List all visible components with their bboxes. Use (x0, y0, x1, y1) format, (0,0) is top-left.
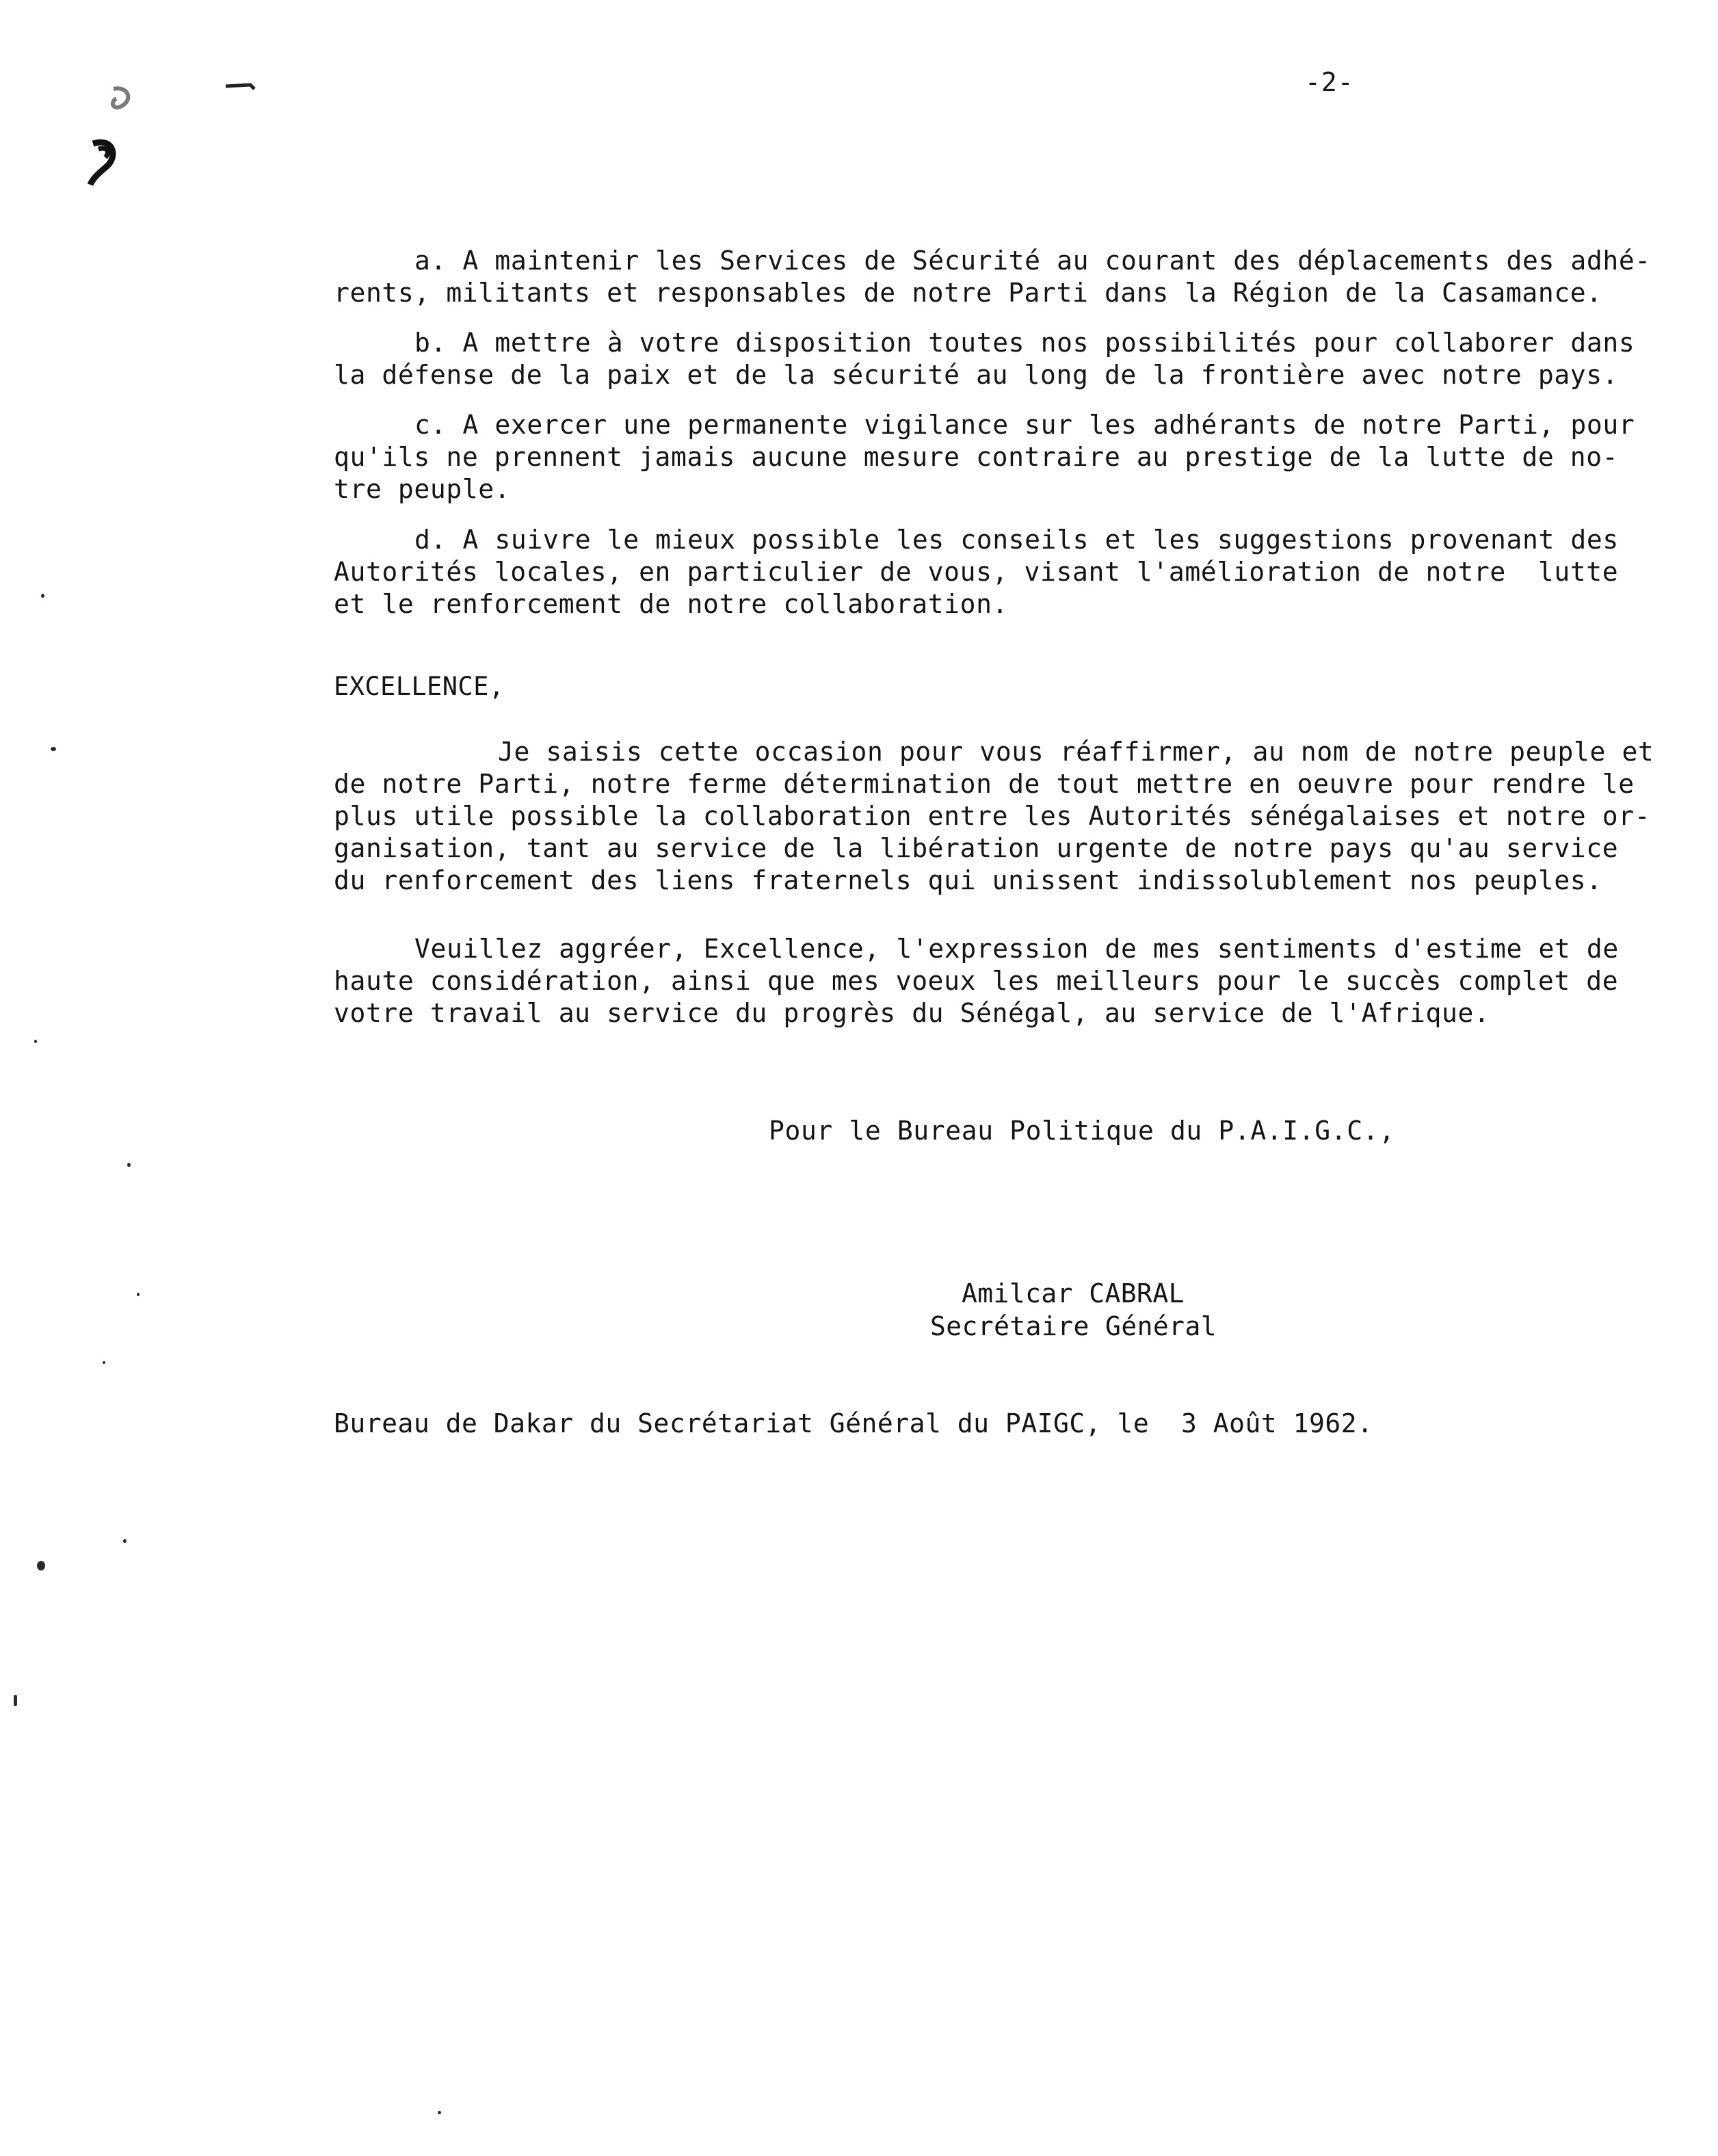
closing-line: Pour le Bureau Politique du P.A.I.G.C., (769, 1116, 1395, 1146)
item-d-line: et le renforcement de notre collaboration. (334, 589, 1009, 619)
item-c (334, 409, 1657, 505)
paragraph-line: de notre Parti, notre ferme détermination de tout mettre en oeuvre pour rendre le (334, 769, 1635, 799)
signatory-title: Secrétaire Général (930, 1311, 1217, 1341)
item-d-line: d. A suivre le mieux possible les conseils et les suggestions provenant des (414, 525, 1619, 555)
page-number: -2- (1305, 67, 1354, 97)
item-b-line: la défense de la paix et de la sécurité au long de la frontière avec notre pays. (334, 360, 1619, 390)
item-b (334, 327, 1657, 391)
paragraph-reaffirmation (334, 736, 1657, 897)
scan-speck (137, 1293, 140, 1296)
paragraph-line: haute considération, ainsi que mes voeux les meilleurs pour le succès complet de (334, 966, 1619, 996)
signatory-name: Amilcar CABRAL (962, 1278, 1185, 1309)
item-a-line: a. A maintenir les Services de Sécurité au courant des déplacements des adhé- (414, 246, 1651, 276)
item-c-line: qu'ils ne prennent jamais aucune mesure contraire au prestige de la lutte de no- (334, 442, 1619, 472)
item-b-line: b. A mettre à votre disposition toutes nos possibilités pour collaborer dans (414, 328, 1635, 358)
paragraph-line: Veuillez aggréer, Excellence, l'expression de mes sentiments d'estime et de (414, 934, 1619, 964)
scan-speck (37, 1561, 45, 1570)
salutation: EXCELLENCE, (334, 672, 505, 701)
item-c-line: c. A exercer une permanente vigilance sur les adhérants de notre Parti, pour (414, 410, 1635, 440)
paragraph-courtesy (334, 933, 1657, 1029)
scan-speck (123, 1539, 127, 1543)
item-c-line: tre peuple. (334, 474, 511, 504)
scan-smudge-mark (223, 79, 257, 93)
place-date-line: Bureau de Dakar du Secrétariat Général du PAIGC, le 3 Août 1962. (334, 1408, 1373, 1438)
item-d-line: Autorités locales, en particulier de vous, visant l'amélioration de notre lutte (334, 557, 1619, 587)
scan-speck (438, 2111, 441, 2114)
scan-speck (127, 1163, 131, 1167)
paragraph-line: ganisation, tant au service de la libération urgente de notre pays qu'au service (334, 833, 1619, 863)
scan-smudge-mark (66, 75, 148, 192)
paragraph-line: plus utile possible la collaboration entre les Autorités sénégalaises et notre or- (334, 801, 1651, 831)
scan-speck (14, 1695, 17, 1706)
paragraph-line: du renforcement des liens fraternels qui unissent indissolublement nos peuples. (334, 865, 1602, 895)
paragraph-line: Je saisis cette occasion pour vous réaffirmer, au nom de notre peuple et (498, 737, 1654, 767)
scan-speck (103, 1361, 105, 1364)
paragraph-line: votre travail au service du progrès du Sénégal, au service de l'Afrique. (334, 998, 1490, 1028)
item-a-line: rents, militants et responsables de notre Parti dans la Région de la Casamance. (334, 278, 1602, 308)
item-a (334, 245, 1657, 309)
item-d (334, 524, 1657, 620)
scan-speck (51, 747, 56, 751)
scan-speck (34, 1040, 37, 1043)
scan-speck (41, 594, 44, 598)
